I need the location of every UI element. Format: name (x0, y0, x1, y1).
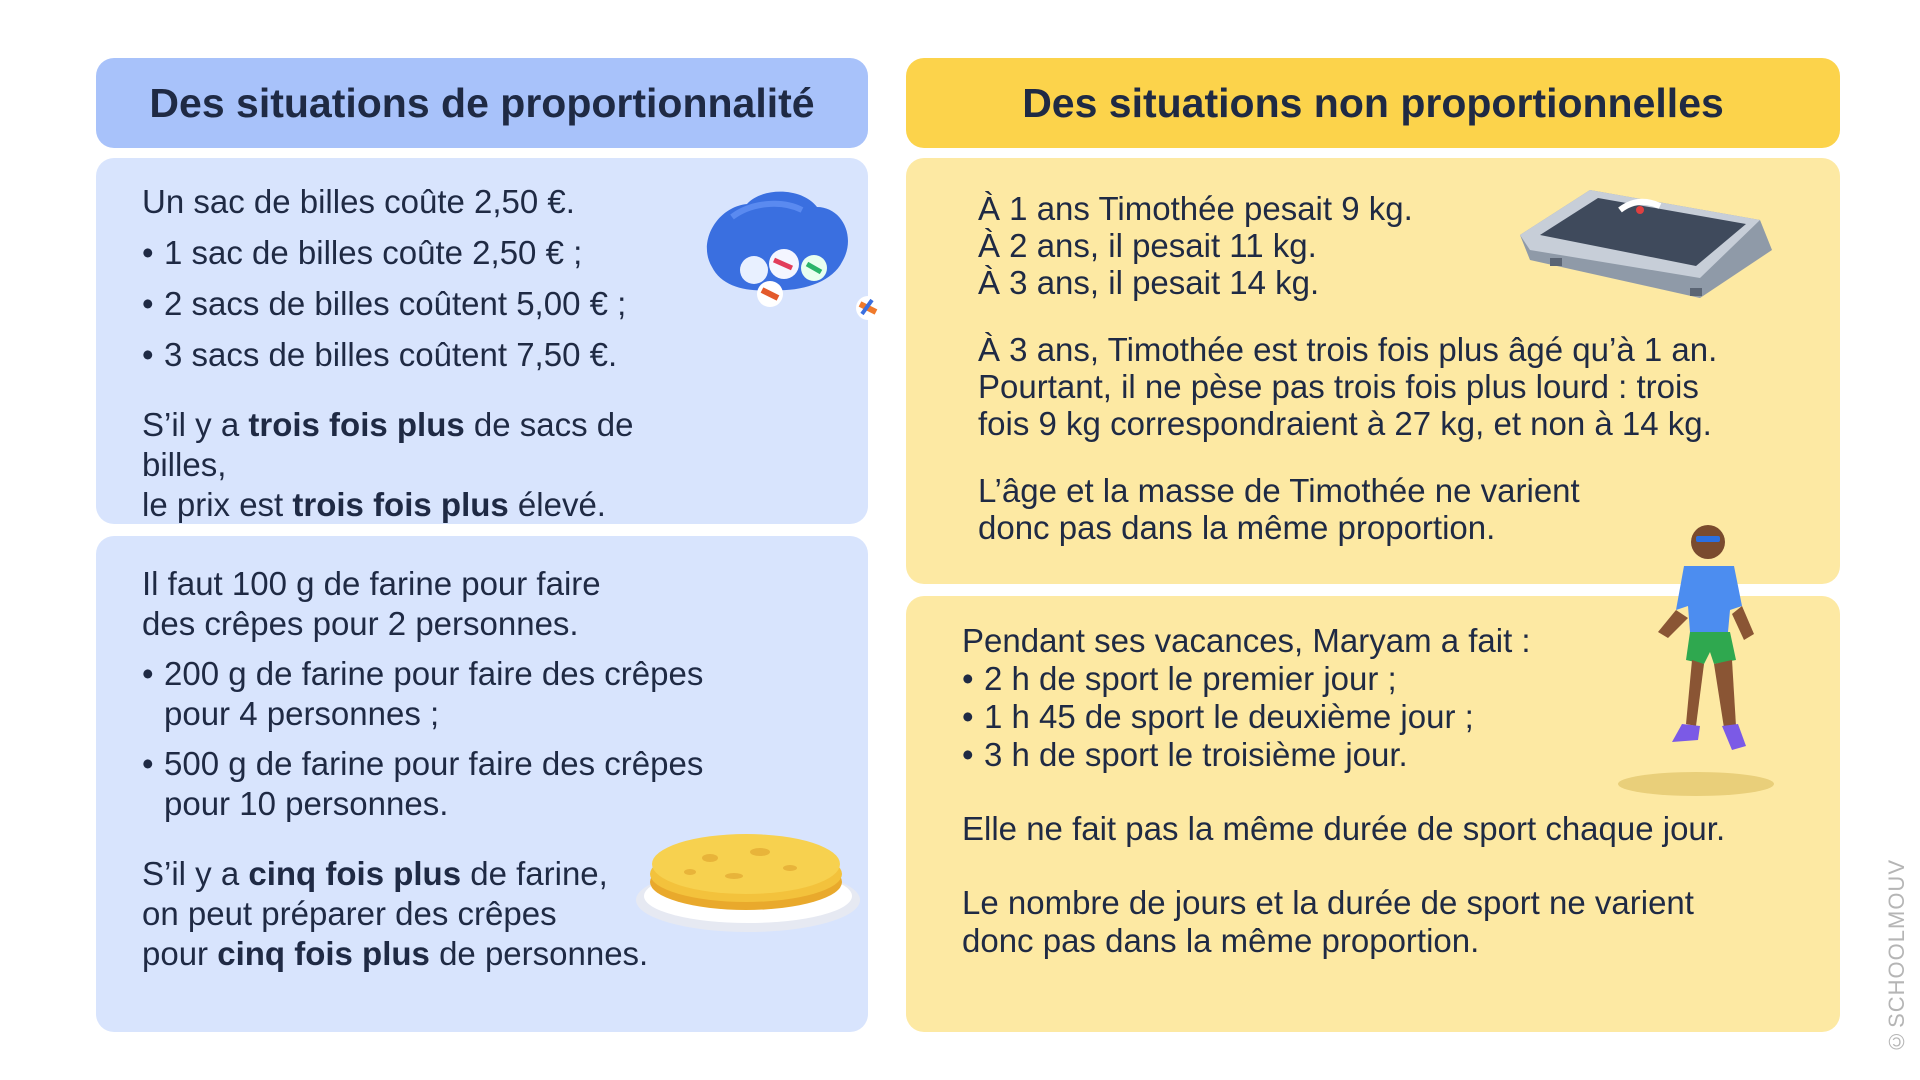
sport-card (906, 596, 1840, 1032)
marbles-intro: Un sac de billes coûte 2,50 €. (142, 183, 575, 220)
weight-line-2: À 2 ans, il pesait 11 kg. (978, 227, 1317, 264)
crepes-conclusion-line3: pour cinq fois plus de personnes. (142, 935, 649, 972)
crepes-conclusion-line1: S’il y a cinq fois plus de farine, (142, 855, 608, 892)
schoolmouv-watermark: ©SCHOOLMOUV (1884, 859, 1909, 1054)
crepes-bullet-1: • 200 g de farine pour faire des crêpes pour 4 personnes ; (142, 654, 762, 734)
sport-intro: Pendant ses vacances, Maryam a fait : (962, 622, 1531, 659)
marbles-bullet-2: • 2 sacs de billes coûtent 5,00 € ; (142, 284, 702, 324)
weight-para3-line1: L’âge et la masse de Timothée ne varient (978, 472, 1580, 509)
weight-para3-line2: donc pas dans la même proportion. (978, 509, 1496, 546)
runner-icon (1596, 514, 1796, 814)
non-proportional-header: Des situations non proportionnelles (906, 58, 1840, 148)
sport-para3-line1: Le nombre de jours et la durée de sport ne varient (962, 884, 1694, 921)
crepes-card (96, 536, 868, 1032)
crepes-intro-line1: Il faut 100 g de farine pour faire (142, 565, 601, 602)
weight-para2-line3: fois 9 kg correspondraient à 27 kg, et non à 14 kg. (978, 405, 1712, 442)
weight-line-1: À 1 ans Timothée pesait 9 kg. (978, 190, 1413, 227)
sport-bullet-3: • 3 h de sport le troisième jour. (962, 736, 1812, 774)
marbles-bullet-3: • 3 sacs de billes coûtent 7,50 €. (142, 335, 702, 375)
sport-bullet-1: • 2 h de sport le premier jour ; (962, 660, 1812, 698)
crepes-conclusion-line2: on peut préparer des crêpes (142, 895, 557, 932)
marbles-card (96, 158, 868, 524)
weight-line-3: À 3 ans, il pesait 14 kg. (978, 264, 1320, 301)
marbles-text (142, 182, 702, 525)
sport-para2: Elle ne fait pas la même durée de sport chaque jour. (962, 810, 1726, 847)
sport-para3-line2: donc pas dans la même proportion. (962, 922, 1480, 959)
weight-para2-line1: À 3 ans, Timothée est trois fois plus âgé qu’à 1 an. (978, 331, 1718, 368)
crepes-bullet-2: • 500 g de farine pour faire des crêpes pour 10 personnes. (142, 744, 762, 824)
sport-bullet-2: • 1 h 45 de sport le deuxième jour ; (962, 698, 1812, 736)
proportional-header: Des situations de proportionnalité (96, 58, 868, 148)
crepes-intro-line2: des crêpes pour 2 personnes. (142, 605, 579, 642)
bathroom-scale-icon (1510, 180, 1780, 310)
marbles-conclusion-line1: S’il y a trois fois plus de sacs de billes, (142, 406, 634, 483)
marble-bag-icon (692, 182, 882, 332)
marbles-bullet-1: • 1 sac de billes coûte 2,50 € ; (142, 233, 702, 273)
crepes-plate-icon (630, 818, 866, 938)
weight-para2-line2: Pourtant, il ne pèse pas trois fois plus lourd : trois (978, 368, 1699, 405)
marbles-conclusion-line2: le prix est trois fois plus élevé. (142, 486, 606, 523)
